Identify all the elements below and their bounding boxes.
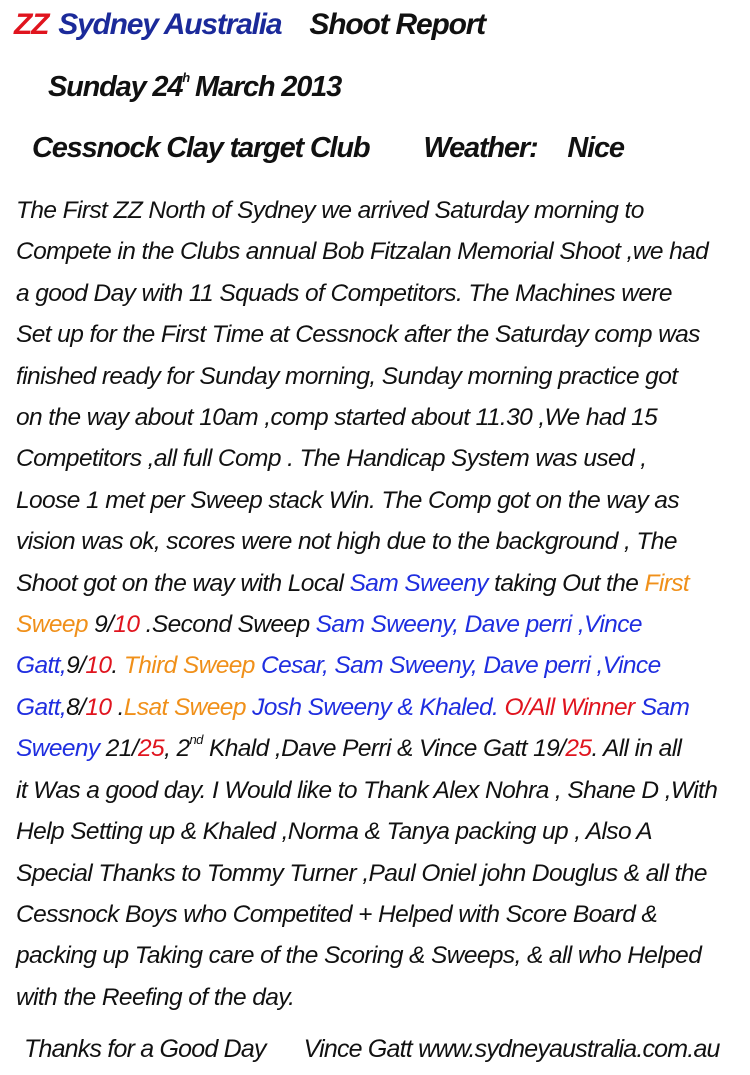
report-text-segment: 21/ — [99, 735, 139, 763]
report-line — [16, 563, 741, 604]
report-text-segment: Gatt, — [16, 652, 67, 680]
report-text-segment: 25 — [565, 735, 592, 763]
report-text-segment: First — [644, 569, 690, 597]
report-title: Shoot Report — [309, 8, 485, 41]
report-text-segment: 9/ — [87, 611, 114, 639]
report-line — [16, 480, 741, 521]
report-text-segment: . — [111, 693, 124, 721]
weather-value: Nice — [567, 132, 624, 164]
report-text-segment: 10 — [113, 611, 140, 639]
report-text-segment: Gatt, — [16, 693, 67, 721]
report-text-segment: Khald ,Dave Perri & Vince Gatt 19/ — [202, 735, 566, 763]
report-line — [16, 728, 741, 769]
report-text-segment: Josh Sweeny & Khaled. — [252, 693, 499, 721]
report-text-segment: it Was a good day. I Would like to Thank Alex Nohra , Shane D ,With — [16, 776, 718, 804]
report-text-segment: a good Day with 11 Squads of Competitors. The Machines were — [16, 279, 672, 307]
report-line — [16, 770, 741, 811]
report-text-segment: Sam — [640, 693, 690, 721]
report-text-segment: Set up for the First Time at Cessnock after the Saturday comp was — [16, 321, 700, 349]
report-text-segment: on the way about 10am ,comp started about 11.30 ,We had 15 — [16, 404, 658, 432]
report-line — [16, 811, 741, 852]
report-text-segment: . — [111, 652, 124, 680]
report-text-segment: Lsat Sweep — [123, 693, 246, 721]
report-header — [14, 8, 485, 42]
report-text-segment: Third Sweep — [123, 652, 255, 680]
report-text-segment: packing up Taking care of the Scoring & Sweeps, & all who Helped — [16, 942, 702, 970]
date-suffix: h — [182, 70, 190, 85]
thanks-text: Thanks for a Good Day — [24, 1035, 266, 1063]
report-date — [48, 70, 341, 104]
report-text-segment: 8/ — [66, 693, 86, 721]
report-line — [16, 687, 741, 728]
report-text-segment: Cessnock Boys who Competited + Helped with Score Board & — [16, 900, 658, 928]
report-line — [16, 521, 741, 562]
report-line — [16, 645, 741, 686]
report-text-segment: Sam Sweeny, Dave perri ,Vince — [315, 611, 642, 639]
report-line — [16, 604, 741, 645]
report-line — [16, 314, 741, 355]
date-month-year: March 2013 — [195, 71, 342, 103]
report-text-segment: vision was ok, scores were not high due to the background , The — [16, 528, 677, 556]
report-line — [16, 977, 741, 1018]
report-line — [16, 231, 741, 272]
report-text-segment: Cesar, Sam Sweeny, Dave perri ,Vince — [260, 652, 661, 680]
zz-logo-text: ZZ — [14, 8, 49, 41]
report-line — [16, 853, 741, 894]
report-text-segment: with the Reefing of the day. — [16, 983, 295, 1011]
report-text-segment: 9/ — [66, 652, 86, 680]
report-text-segment: Competitors ,all full Comp . The Handicap System was used , — [16, 445, 647, 473]
report-text-segment: Sweep — [16, 611, 88, 639]
report-text-segment: taking Out the — [487, 569, 645, 597]
report-text-segment: Sam Sweeny — [349, 569, 488, 597]
report-text-segment: , 2 — [164, 735, 190, 763]
report-text-segment: 10 — [85, 652, 112, 680]
report-text-segment: Sweeny — [16, 735, 100, 763]
report-line — [16, 397, 741, 438]
report-line — [16, 438, 741, 479]
report-text-segment: finished ready for Sunday morning, Sunday morning practice got — [16, 362, 678, 390]
report-line — [16, 894, 741, 935]
report-text-segment: .Second Sweep — [139, 611, 316, 639]
report-text-segment: O/All Winner — [504, 693, 635, 721]
report-line — [16, 273, 741, 314]
signature-text: Vince Gatt www.sydneyaustralia.com.au — [303, 1035, 720, 1063]
report-line — [16, 356, 741, 397]
venue-line — [32, 132, 624, 165]
report-text-segment: Special Thanks to Tommy Turner ,Paul Oniel john Douglus & all the — [16, 859, 707, 887]
report-text-segment: 25 — [138, 735, 165, 763]
report-text-segment: Loose 1 met per Sweep stack Win. The Comp got on the way as — [16, 486, 679, 514]
club-name: Cessnock Clay target Club — [32, 132, 370, 164]
report-text-segment: 10 — [85, 693, 112, 721]
date-day: Sunday 24 — [48, 71, 183, 103]
report-text-segment: nd — [189, 732, 203, 748]
report-text-segment: The First ZZ North of Sydney we arrived Saturday morning to — [16, 197, 644, 224]
report-text-segment: . All in all — [591, 735, 682, 763]
report-text-segment: Compete in the Clubs annual Bob Fitzalan Memorial Shoot ,we had — [16, 238, 709, 266]
report-text-segment: Shoot got on the way with Local — [16, 569, 350, 597]
location-title: Sydney Australia — [58, 8, 282, 41]
report-line — [16, 190, 741, 231]
weather-label: Weather: — [423, 132, 538, 164]
report-text-segment: Help Setting up & Khaled ,Norma & Tanya packing up , Also A — [16, 818, 653, 846]
report-line — [16, 935, 741, 976]
report-footer — [24, 1035, 720, 1064]
report-body — [16, 190, 741, 1018]
